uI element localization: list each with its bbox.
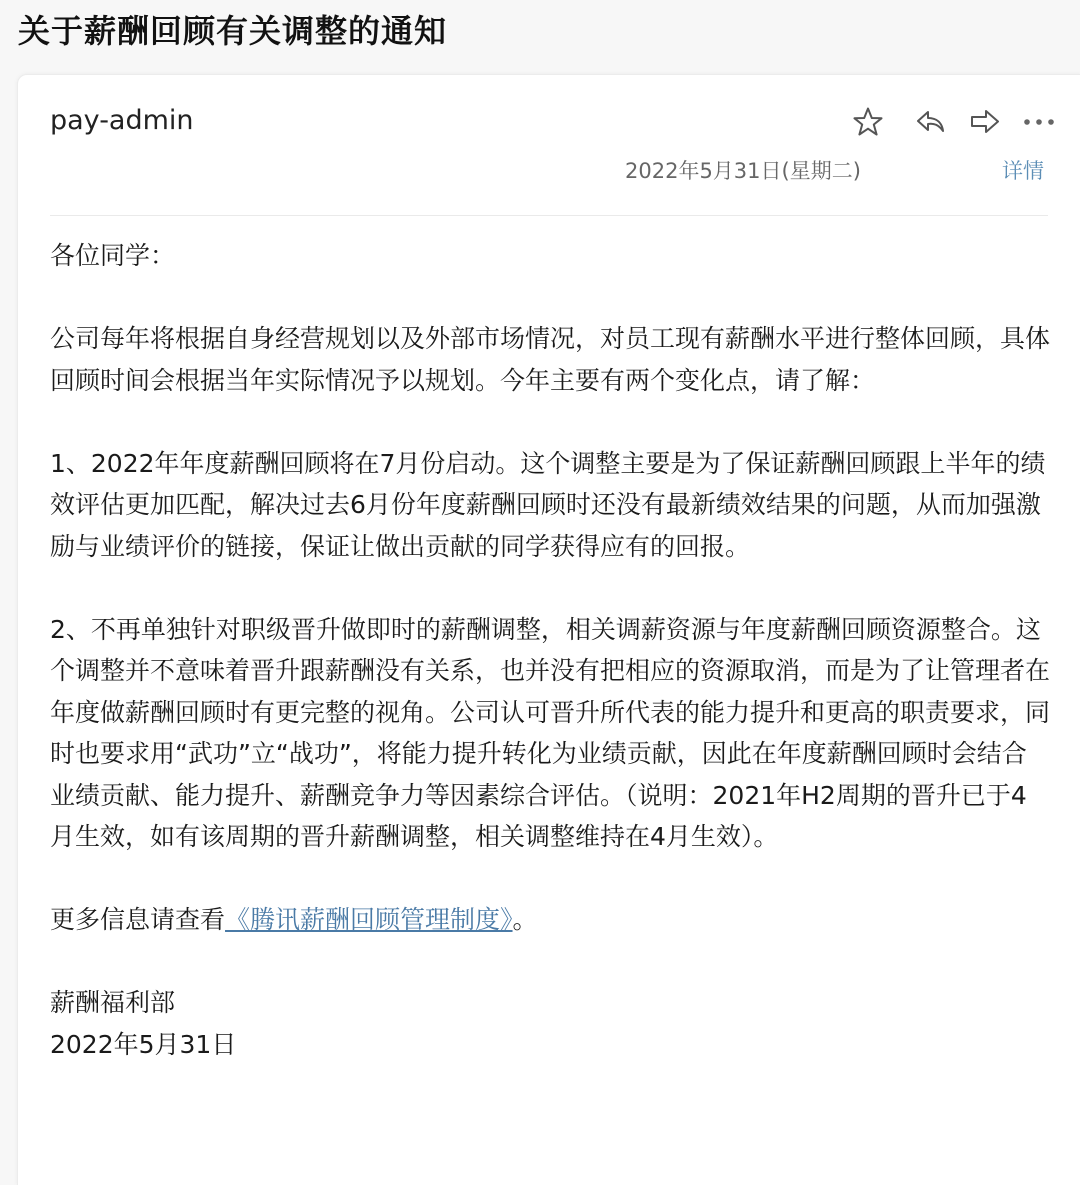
point-2-paragraph: 2、不再单独针对职级晋升做即时的薪酬调整，相关调薪资源与年度薪酬回顾资源整合。这个调整并不意味着晋升跟薪酬没有关系，也并没有把相应的资源取消，而是为了让管理者在年度做薪酬回顾时有更完整的视角。公司认可晋升所代表的能力提升和更高的职责要求，同时也要求用“武功”立“战功”，将能力提升转化为业绩贡献，因此在年度薪酬回顾时会结合业绩贡献、能力提升、薪酬竞争力等因素综合评估。（说明：2021年H2周期的晋升已于4月生效，如有该周期的晋升薪酬调整，相关调整维持在4月生效）。	[50, 614, 1051, 851]
signature-dept: 薪酬福利部	[50, 988, 176, 1017]
greeting: 各位同学：	[50, 241, 176, 270]
star-button[interactable]	[851, 105, 885, 139]
signature-date: 2022年5月31日	[50, 1029, 237, 1059]
star-icon	[852, 106, 884, 138]
intro-paragraph: 公司每年将根据自身经营规划以及外部市场情况，对员工现有薪酬水平进行整体回顾，具体回顾时间会根据当年实际情况予以规划。今年主要有两个变化点，请了解：	[50, 324, 1051, 395]
email-toolbar	[848, 105, 1048, 139]
more-icon	[1022, 117, 1056, 127]
email-body	[50, 235, 1050, 1065]
reply-icon	[915, 106, 947, 138]
more-button[interactable]	[1022, 105, 1056, 139]
policy-doc-link[interactable]: 《腾讯薪酬回顾管理制度》	[225, 905, 513, 934]
more-info-prefix: 更多信息请查看	[50, 905, 226, 934]
email-card	[17, 74, 1080, 1185]
details-link[interactable]: 详情	[1002, 159, 1044, 183]
reply-button[interactable]	[914, 105, 948, 139]
email-date: 2022年5月31日(星期二)	[625, 159, 861, 183]
email-subject: 关于薪酬回顾有关调整的通知	[18, 12, 448, 50]
sender-name[interactable]: pay-admin	[50, 105, 194, 136]
more-info-paragraph	[50, 899, 1050, 941]
forward-button[interactable]	[968, 105, 1002, 139]
header-divider	[50, 215, 1048, 216]
point-1-paragraph: 1、2022年年度薪酬回顾将在7月份启动。这个调整主要是为了保证薪酬回顾跟上半年的绩效评估更加匹配，解决过去6月份年度薪酬回顾时还没有最新绩效结果的问题，从而加强激励与业绩评价的链接，保证让做出贡献的同学获得应有的回报。	[50, 448, 1046, 561]
forward-icon	[969, 106, 1001, 138]
more-info-suffix: 。	[512, 905, 538, 934]
